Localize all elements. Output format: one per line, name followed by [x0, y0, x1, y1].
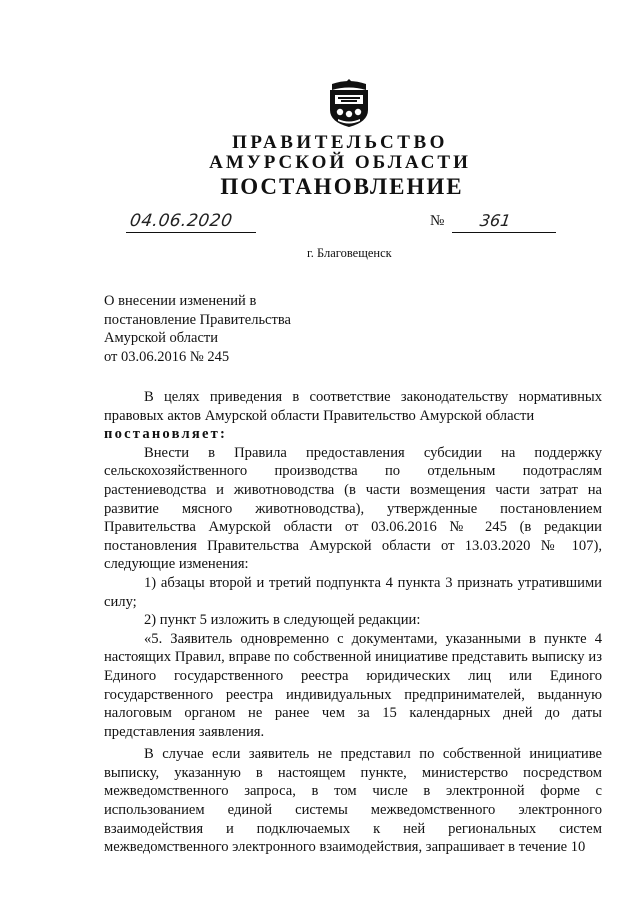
document-type-title: ПОСТАНОВЛЕНИЕ: [220, 174, 464, 199]
amendment-paragraph: Внести в Правила предоставления субсидии на поддержку сельскохозяйственного производства по отдельным подотраслям растениеводства и животноводства (в части возмещения части затрат на развитие мясного животноводства), утвержденные постановлением Правительства Амурской области от 03.06.2016 № 245 (в редакции постановления Правительства Амурской области от 13.03.2020 № 107), следующие изменения:: [104, 444, 602, 573]
subject-line: Амурской области: [104, 330, 218, 346]
document-date: 04.06.2020: [128, 211, 234, 231]
subject-line: от 03.06.2016 № 245: [104, 348, 230, 365]
org-name-line2: АМУРСКОЙ ОБЛАСТИ: [209, 152, 471, 173]
document-body: [104, 388, 602, 857]
quoted-point-5-paragraph: «5. Заявитель одновременно с документами, указанными в пункте 4 настоящих Правил, вправе по собственной инициативе представить выписку из Единого государственного реестра юридических лиц или Единого государственного реестра индивидуальных предпринимателей, выданную налоговым органом не ранее чем за 15 календарных дней до даты представления заявления.: [104, 630, 602, 740]
item-1-paragraph: 1) абзацы второй и третий подпункта 4 пункта 3 признать утратившими силу;: [104, 574, 602, 610]
preamble-paragraph: В целях приведения в соответствие законодательству нормативных правовых актов Амурской области Правительство Амурской области: [104, 389, 602, 424]
coat-of-arms-icon: [326, 78, 372, 128]
number-sign: №: [430, 213, 445, 229]
resolves-heading: постановляет:: [104, 426, 228, 443]
document-subject: [104, 292, 291, 366]
subject-line: постановление Правительства: [104, 311, 291, 328]
city-label: г. Благовещенск: [307, 246, 392, 260]
quoted-point-5-continuation: В случае если заявитель не представил по собственной инициативе выписку, указанную в настоящем пункте, министерство посредством межведомственного запроса, в том числе в электронной форме с использованием единой системы межведомственного электронного взаимодействия и подключаемых к ней региональных систем межведомственного электронного взаимодействия, запрашивает в течение 10: [104, 746, 602, 856]
item-2-paragraph: 2) пункт 5 изложить в следующей редакции:: [144, 612, 421, 629]
org-name-line1: ПРАВИТЕЛЬСТВО: [232, 132, 448, 153]
document-number: 361: [478, 211, 512, 230]
subject-line: О внесении изменений в: [104, 293, 257, 309]
